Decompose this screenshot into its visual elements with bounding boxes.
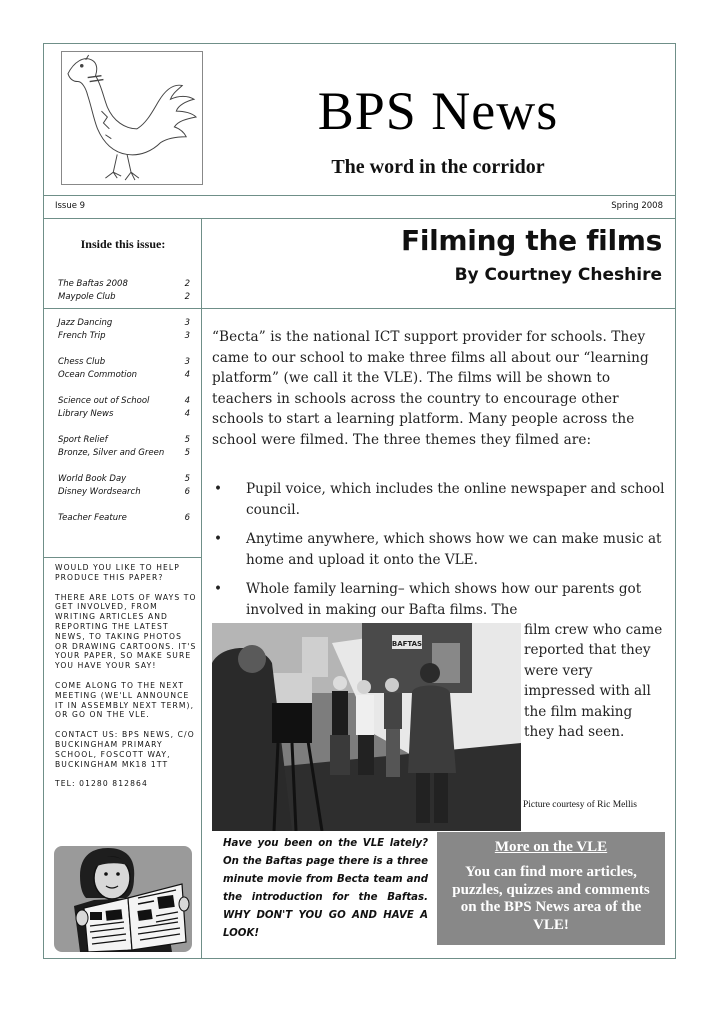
toc-entry[interactable] bbox=[58, 512, 190, 525]
toc-label: Sport Relief bbox=[58, 435, 108, 445]
headline-rule bbox=[201, 308, 676, 309]
newspaper-reader-cartoon bbox=[54, 846, 192, 952]
promo-question: WOULD YOU LIKE TO HELP PRODUCE THIS PAPER? bbox=[55, 563, 180, 582]
bird-drawing-logo bbox=[61, 51, 203, 185]
bullet-marker: • bbox=[214, 581, 223, 597]
article-headline: Filming the films bbox=[401, 224, 662, 257]
film-crew-photo bbox=[212, 623, 521, 831]
toc-page: 2 bbox=[184, 291, 190, 302]
list-item-text: Pupil voice, which includes the online newspaper and school council. bbox=[246, 481, 665, 518]
vle-callout-text: Have you been on the VLE lately? On the Baftas page there is a three minute movie from Becta team and the introduction for the Baftas. WHY DON'T YOU GO AND HAVE A LOOK! bbox=[223, 838, 428, 939]
toc-group bbox=[58, 512, 190, 525]
promo-phone: TEL: 01280 812864 bbox=[55, 779, 148, 789]
contribute-promo bbox=[55, 563, 197, 799]
toc-label: Chess Club bbox=[58, 357, 106, 367]
issue-bar-rule bbox=[43, 218, 676, 219]
more-on-vle-title[interactable]: More on the VLE bbox=[494, 839, 608, 855]
toc-page: 5 bbox=[184, 447, 190, 458]
toc-entry[interactable] bbox=[58, 330, 190, 343]
promo-invitation: THERE ARE LOTS OF WAYS TO GET INVOLVED, FROM WRITING ARTICLES AND REPORTING THE LATEST NEWS, TO TAKING PHOTOS OR DRAWING CARTOONS. IT'S YOUR PAPER, SO MAKE SURE YOU HAVE YOUR SAY! bbox=[55, 592, 197, 671]
toc-page: 3 bbox=[184, 330, 190, 341]
newsletter-title: BPS News bbox=[317, 81, 559, 141]
toc-label: World Book Day bbox=[58, 474, 127, 484]
toc-group bbox=[58, 395, 190, 420]
toc-page: 6 bbox=[184, 513, 190, 523]
toc-label: The Baftas 2008 bbox=[58, 279, 128, 289]
bullet-marker: • bbox=[214, 481, 223, 497]
toc-entry[interactable] bbox=[58, 486, 190, 499]
toc-page: 3 bbox=[184, 318, 190, 328]
more-on-vle-body: You can find more articles, puzzles, quizzes and comments on the BPS News area of the VLE! bbox=[452, 864, 650, 933]
toc-page: 4 bbox=[184, 396, 190, 406]
toc-page: 2 bbox=[184, 279, 190, 289]
photo-caption: Picture courtesy of Ric Mellis bbox=[523, 800, 637, 810]
toc-group bbox=[58, 434, 190, 459]
toc-entry[interactable] bbox=[58, 356, 190, 369]
article-continuation: film crew who came reported that they were very impressed with all the film making they had seen. bbox=[524, 622, 663, 741]
list-item-text: Anytime anywhere, which shows how we can make music at home and upload it onto the VLE. bbox=[246, 531, 662, 568]
toc-entry[interactable] bbox=[58, 447, 190, 460]
toc-label: Disney Wordsearch bbox=[58, 486, 141, 497]
masthead-rule bbox=[43, 195, 676, 196]
list-item bbox=[212, 479, 667, 520]
toc-page: 5 bbox=[184, 474, 190, 484]
article-intro: “Becta” is the national ICT support provider for schools. They came to our school to make three films all about our “learning platform” (we call it the VLE). The films will be shown to teachers in schools across the country to encourage other schools to start a learning platform. Many people across the school were filmed. The three themes they filmed are: bbox=[212, 329, 649, 448]
article-byline: By Courtney Cheshire bbox=[454, 265, 662, 285]
list-item-text: Whole family learning– which shows how our parents got involved in making our Bafta films. The bbox=[246, 581, 642, 618]
toc-entry[interactable] bbox=[58, 395, 190, 408]
promo-contact-address: CONTACT US: BPS NEWS, C/O BUCKINGHAM PRIMARY SCHOOL, FOSCOTT WAY, BUCKINGHAM MK18 1TT bbox=[55, 730, 195, 769]
issue-number: Issue 9 bbox=[55, 201, 86, 211]
promo-meeting: COME ALONG TO THE NEXT MEETING (WE'LL ANNOUNCE IT IN ASSEMBLY NEXT TERM), OR GO ON THE VLE. bbox=[55, 680, 195, 720]
toc-label: Jazz Dancing bbox=[58, 318, 113, 328]
toc-entry[interactable] bbox=[58, 317, 190, 330]
sidebar-divider bbox=[201, 218, 202, 959]
toc-label: Teacher Feature bbox=[58, 513, 127, 523]
more-on-vle-box[interactable] bbox=[437, 832, 665, 945]
toc-entry[interactable] bbox=[58, 408, 190, 421]
toc-group bbox=[58, 278, 190, 303]
toc-group bbox=[58, 356, 190, 381]
toc-group bbox=[58, 317, 190, 342]
toc-label: Ocean Commotion bbox=[58, 369, 138, 380]
contents-heading: Inside this issue: bbox=[80, 237, 166, 251]
list-item bbox=[212, 579, 667, 620]
toc-label: Library News bbox=[58, 408, 114, 419]
table-of-contents bbox=[58, 278, 190, 539]
toc-page: 4 bbox=[184, 408, 190, 419]
toc-group bbox=[58, 473, 190, 498]
toc-label: Science out of School bbox=[58, 396, 150, 406]
toc-entry[interactable] bbox=[58, 434, 190, 447]
toc-label: French Trip bbox=[58, 330, 106, 341]
toc-entry[interactable] bbox=[58, 278, 190, 291]
toc-entry[interactable] bbox=[58, 291, 190, 304]
toc-entry[interactable] bbox=[58, 369, 190, 382]
film-themes-list bbox=[212, 479, 667, 620]
toc-page: 5 bbox=[184, 435, 190, 445]
toc-page: 3 bbox=[184, 357, 190, 367]
toc-label: Maypole Club bbox=[58, 291, 116, 302]
bullet-marker: • bbox=[214, 531, 223, 547]
sidebar-rule-bottom bbox=[43, 557, 201, 558]
list-item bbox=[212, 529, 667, 570]
issue-date: Spring 2008 bbox=[611, 201, 663, 211]
toc-entry[interactable] bbox=[58, 473, 190, 486]
newsletter-tagline: The word in the corridor bbox=[331, 156, 545, 178]
toc-label: Bronze, Silver and Green bbox=[58, 447, 165, 458]
photo-sign-text: BAFTAS bbox=[391, 640, 423, 648]
toc-page: 4 bbox=[184, 369, 190, 380]
toc-page: 6 bbox=[184, 486, 190, 497]
